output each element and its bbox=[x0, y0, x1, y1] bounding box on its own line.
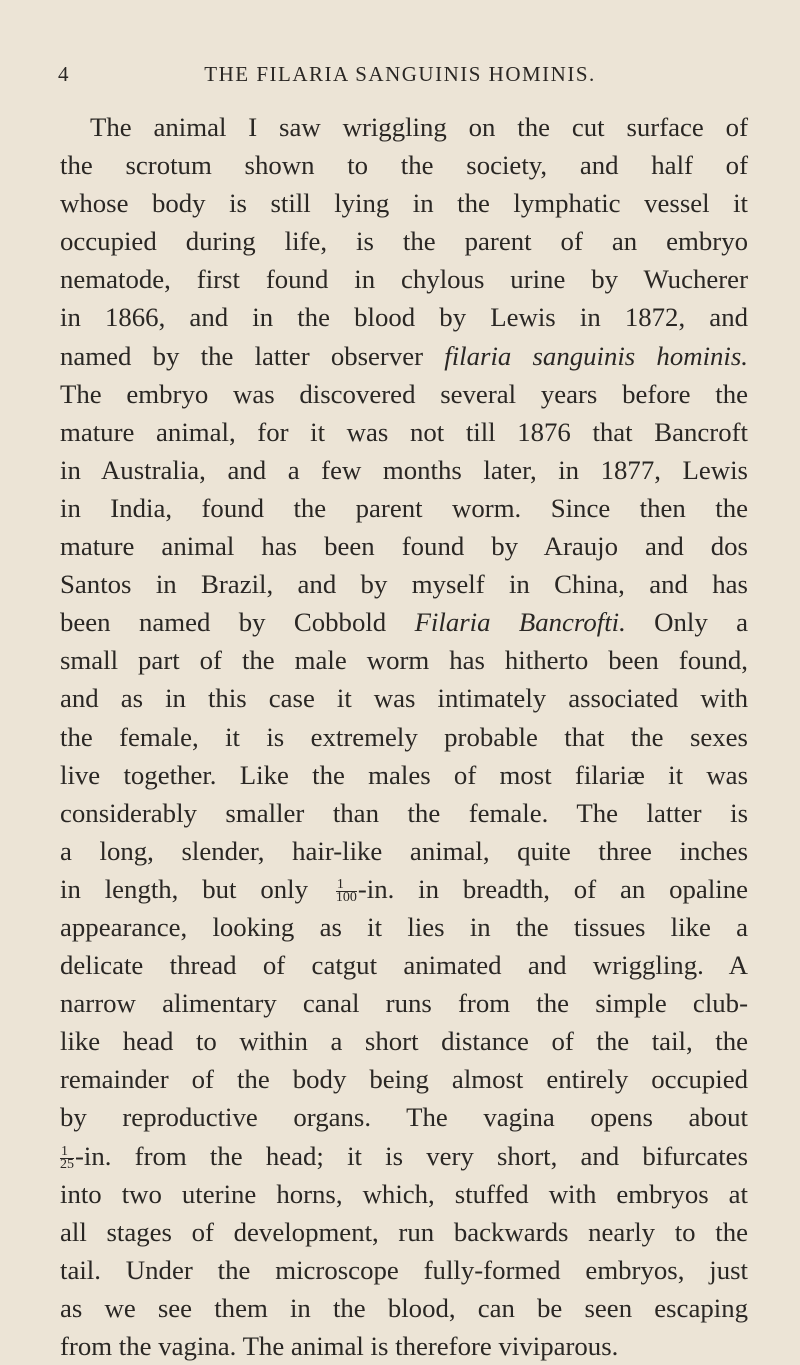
text-line: Santos in Brazil, and by myself in China, and has bbox=[60, 569, 748, 600]
text-line: in Australia, and a few months later, in 1877, Lewis bbox=[60, 454, 748, 485]
text-line: and as in this case it was intimately associated with bbox=[60, 683, 748, 714]
text-line: in India, found the parent worm. Since then the bbox=[60, 492, 748, 523]
line-text: -in. from the head; it is very short, and bifurcates bbox=[75, 1140, 748, 1171]
fraction-denominator: 25 bbox=[60, 1156, 74, 1172]
text-line bbox=[60, 337, 748, 375]
text-line: occupied during life, is the parent of an embryo bbox=[60, 226, 748, 257]
line-text: Only a bbox=[625, 607, 748, 638]
text-line: from the vagina. The animal is therefore viviparous. bbox=[60, 1331, 619, 1361]
fraction-numerator: 1 bbox=[60, 1146, 74, 1159]
text-line bbox=[60, 603, 748, 641]
text-line: as we see them in the blood, can be seen escaping bbox=[60, 1292, 748, 1323]
line-text: in length, but only bbox=[60, 873, 332, 904]
running-head: THE FILARIA SANGUINIS HOMINIS. bbox=[204, 62, 596, 86]
text-line: considerably smaller than the female. The latter is bbox=[60, 797, 748, 828]
species-name-italic: filaria sanguinis hominis. bbox=[444, 340, 748, 371]
text-line bbox=[60, 870, 748, 908]
fraction-breadth bbox=[335, 876, 357, 905]
text-line: narrow alimentary canal runs from the simple club- bbox=[60, 988, 748, 1019]
text-line bbox=[60, 1137, 748, 1175]
text-line: in 1866, and in the blood by Lewis in 1872, and bbox=[60, 302, 748, 333]
text-line: a long, slender, hair-like animal, quite three inches bbox=[60, 835, 748, 866]
text-line: mature animal has been found by Araujo and dos bbox=[60, 531, 748, 562]
text-line: The embryo was discovered several years before the bbox=[60, 378, 748, 409]
page-header bbox=[48, 62, 752, 92]
text-line: tail. Under the microscope fully-formed embryos, just bbox=[60, 1254, 748, 1285]
line-text: -in. in breadth, of an opaline bbox=[357, 873, 749, 904]
text-line: into two uterine horns, which, stuffed with embryos at bbox=[60, 1178, 748, 1209]
text-line: like head to within a short distance of the tail, the bbox=[60, 1026, 748, 1057]
text-line: The animal I saw wriggling on the cut surface of bbox=[90, 112, 748, 142]
text-line: nematode, first found in chylous urine by Wucherer bbox=[60, 264, 748, 295]
text-line: the scrotum shown to the society, and half of bbox=[60, 150, 748, 181]
text-line: live together. Like the males of most filariæ it was bbox=[60, 759, 748, 790]
text-line: delicate thread of catgut animated and wriggling. A bbox=[60, 950, 748, 981]
text-line: small part of the male worm has hitherto been found, bbox=[60, 645, 748, 676]
text-line: the female, it is extremely probable that the sexes bbox=[60, 721, 748, 752]
line-text: named by the latter observer bbox=[60, 340, 445, 371]
page-number: 4 bbox=[58, 62, 70, 86]
text-line: mature animal, for it was not till 1876 that Bancroft bbox=[60, 416, 748, 447]
text-line: remainder of the body being almost entirely occupied bbox=[60, 1064, 748, 1095]
bancrofti-name-italic: Filaria Bancrofti. bbox=[414, 607, 626, 638]
line-text: been named by Cobbold bbox=[60, 607, 415, 638]
fraction-denominator: 100 bbox=[335, 889, 357, 905]
fraction-numerator: 1 bbox=[336, 879, 357, 892]
fraction-vagina bbox=[60, 1143, 74, 1172]
text-line: appearance, looking as it lies in the tissues like a bbox=[60, 911, 748, 942]
text-line: by reproductive organs. The vagina opens about bbox=[60, 1102, 748, 1133]
text-line: all stages of development, run backwards nearly to the bbox=[60, 1216, 748, 1247]
text-line: whose body is still lying in the lymphatic vessel it bbox=[60, 188, 748, 219]
body-paragraph bbox=[60, 108, 748, 1365]
